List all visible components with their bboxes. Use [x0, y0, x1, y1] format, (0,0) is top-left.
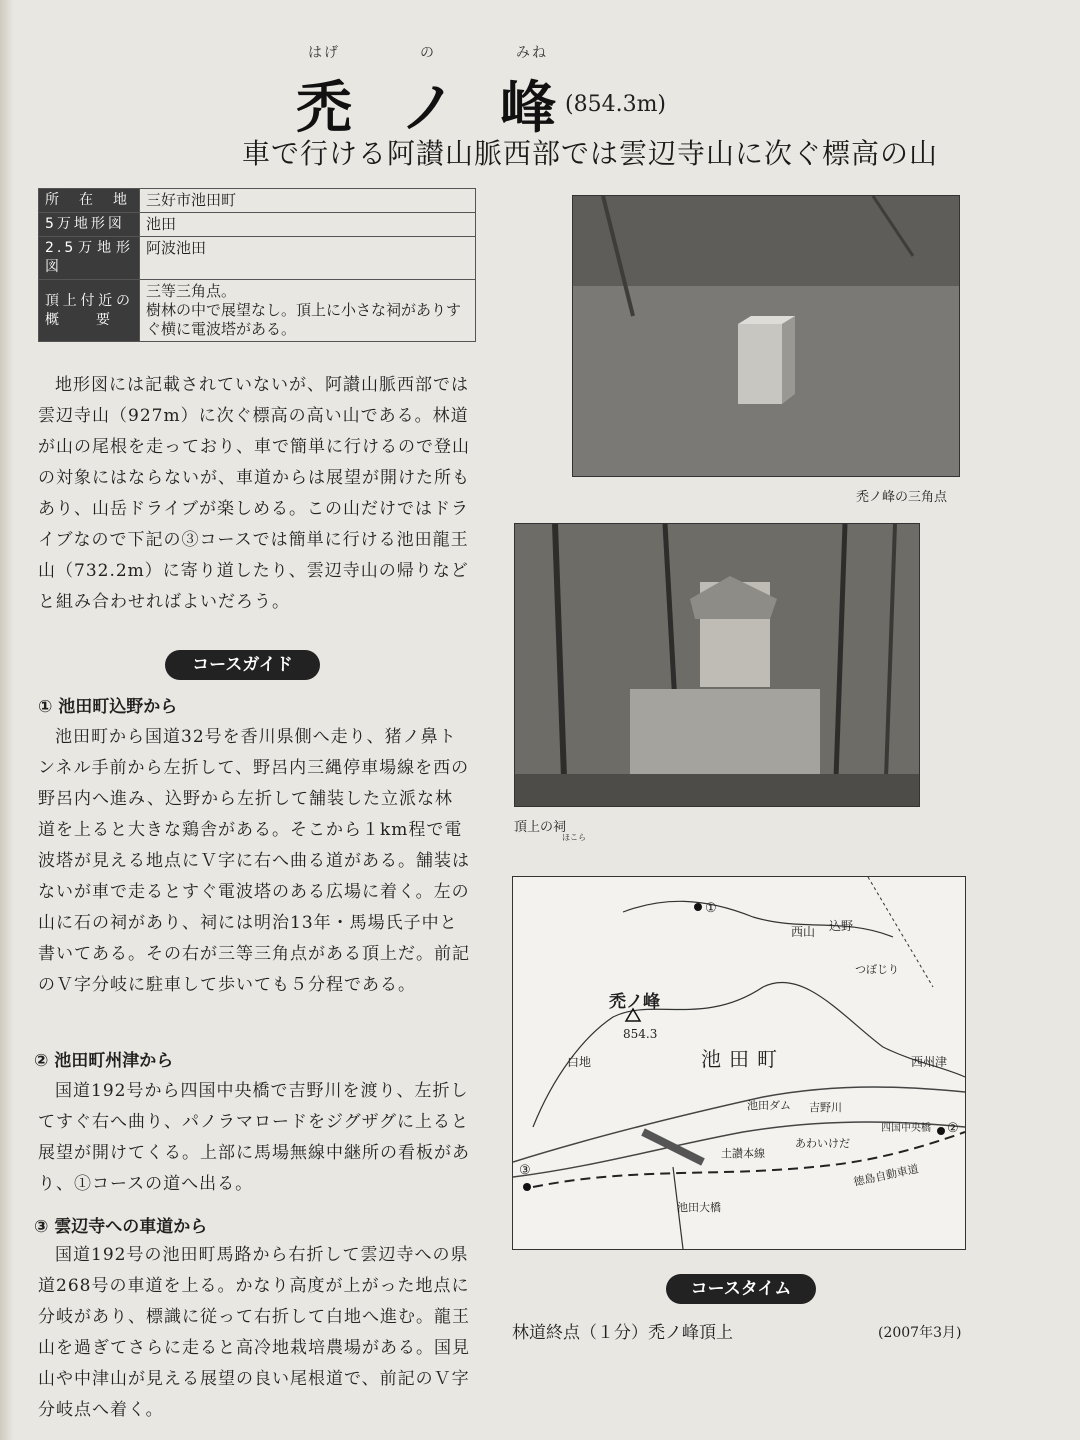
map-place-nishishuzu: 西州津 — [911, 1055, 948, 1069]
map-marker-3: ③ — [519, 1163, 531, 1178]
map-peak-elev: 854.3 — [623, 1027, 658, 1041]
subtitle: 車で行ける阿讃山脈西部では雲辺寺山に次ぐ標高の山 — [241, 137, 938, 170]
photo-triangulation-image — [573, 196, 959, 476]
map-marker-1: ① — [705, 901, 717, 916]
info-row — [39, 189, 476, 213]
publish-date: (2007年3月) — [878, 1325, 962, 1341]
info-label: 2.5万地形図 — [39, 237, 140, 280]
map-marker-2: ② — [947, 1121, 959, 1136]
info-table — [38, 188, 476, 342]
map-place-tsubojiri: つぼじり — [855, 963, 899, 976]
map-town: 池田町 — [701, 1047, 785, 1071]
route-3-heading: ③ 雲辺寺への車道から — [34, 1217, 208, 1237]
title-elevation: (854.3m) — [565, 92, 667, 117]
map-place-awaikeda: あわいけだ — [795, 1137, 850, 1150]
map-place-yoshino-river: 吉野川 — [809, 1101, 842, 1114]
page-binding-edge — [0, 0, 14, 1440]
info-label: 所 在 地 — [39, 189, 140, 213]
route-1-heading: ① 池田町込野から — [38, 697, 178, 717]
intro-paragraph: 地形図には記載されていないが、阿讃山脈西部では雲辺寺山（927m）に次ぐ標高の高い山である。林道が山の尾根を走っており、車で簡単に行けるので登山の対象にはならないが、車道からは展望が開けた所もあり、山岳ドライブが楽しめる。この山だけではドライブなので下記の③コースでは簡単に行ける池田龍王山（732.2m）に寄り道したり、雲辺寺山の帰りなどと組み合わせればよいだろう。 — [38, 375, 470, 612]
map-place-tokushima-expressway: 徳島自動車道 — [852, 1162, 920, 1189]
map-place-ikeda-dam: 池田ダム — [747, 1099, 791, 1112]
map-peak-name: 禿ノ峰 — [609, 992, 660, 1012]
title-char-1: 禿 — [296, 75, 352, 141]
info-value: 三好市池田町 — [140, 189, 476, 213]
photo-shrine-image — [515, 524, 919, 806]
map-place-shikoku-chuo-bridge: 四国中央橋 — [881, 1123, 931, 1134]
info-row — [39, 213, 476, 237]
map-place-ikeda-ohashi: 池田大橋 — [677, 1201, 721, 1214]
photo-2-caption: 頂上の祠 — [514, 820, 567, 835]
route-2-text: 国道192号から四国中央橋で吉野川を渡り、左折してすぐ右へ曲り、パノラマロードをジグザグに上ると展望が開けてくる。上部に馬場無線中継所の看板があり、①コースの道へ出る。 — [38, 1081, 470, 1194]
info-value: 池田 — [140, 213, 476, 237]
title-ruby-3: みね — [516, 45, 548, 61]
photo-1-caption: 禿ノ峰の三角点 — [856, 490, 948, 505]
route-2-heading: ② 池田町州津から — [34, 1051, 174, 1071]
info-label: 5万地形図 — [39, 213, 140, 237]
info-row — [39, 280, 476, 342]
info-value: 阿波池田 — [140, 237, 476, 280]
photo-triangulation-point — [572, 195, 960, 477]
photo-2-caption-ruby: ほこら — [562, 833, 586, 842]
course-time-text: 林道終点（１分）禿ノ峰頂上 — [512, 1323, 733, 1343]
map-place-komino: 込野 — [829, 919, 854, 933]
info-label: 頂上付近の概 要 — [39, 280, 140, 342]
photo-shrine — [514, 523, 920, 807]
route-1-text: 池田町から国道32号を香川県側へ走り、猪ノ鼻トンネル手前から左折して、野呂内三縄停車場線を西の野呂内へ進み、込野から左折して舗装した立派な林道を上ると大きな鶏舎がある。そこから１km程で電波塔が見える地点にＶ字に右へ曲る道がある。舗装はないが車で走るとすぐ電波塔のある広場に着く。左の山に石の祠があり、祠には明治13年・馬場氏子中と書いてある。その右が三等三角点がある頂上だ。前記のＶ字分岐に駐車して歩いても５分程である。 — [38, 727, 470, 995]
title-ruby-1: はげ — [308, 45, 340, 61]
title-char-2: ノ — [400, 75, 456, 141]
info-value: 三等三角点。 樹林の中で展望なし。頂上に小さな祠がありすぐ横に電波塔がある。 — [140, 280, 476, 342]
title-ruby-2: の — [420, 45, 436, 61]
map-place-dosan-line: 土讃本線 — [721, 1147, 765, 1160]
info-row — [39, 237, 476, 280]
map-place-nishiyama: 西山 — [791, 925, 816, 939]
title-char-3: 峰 — [500, 75, 556, 141]
title-block — [0, 20, 1080, 190]
map-place-hakuchi: 白地 — [567, 1055, 592, 1069]
course-time-label: コースタイム — [666, 1274, 816, 1304]
route-3-text: 国道192号の池田町馬路から右折して雲辺寺への県道268号の車道を上る。かなり高度が上がった地点に分岐があり、標識に従って右折して白地へ進む。龍王山を過ぎてさらに走ると高冷地栽培農場がある。国見山や中津山が見える展望の良い尾根道で、前記のＶ字分岐点へ着く。 — [38, 1245, 470, 1420]
route-map — [512, 876, 966, 1250]
course-guide-label: コースガイド — [165, 650, 320, 680]
